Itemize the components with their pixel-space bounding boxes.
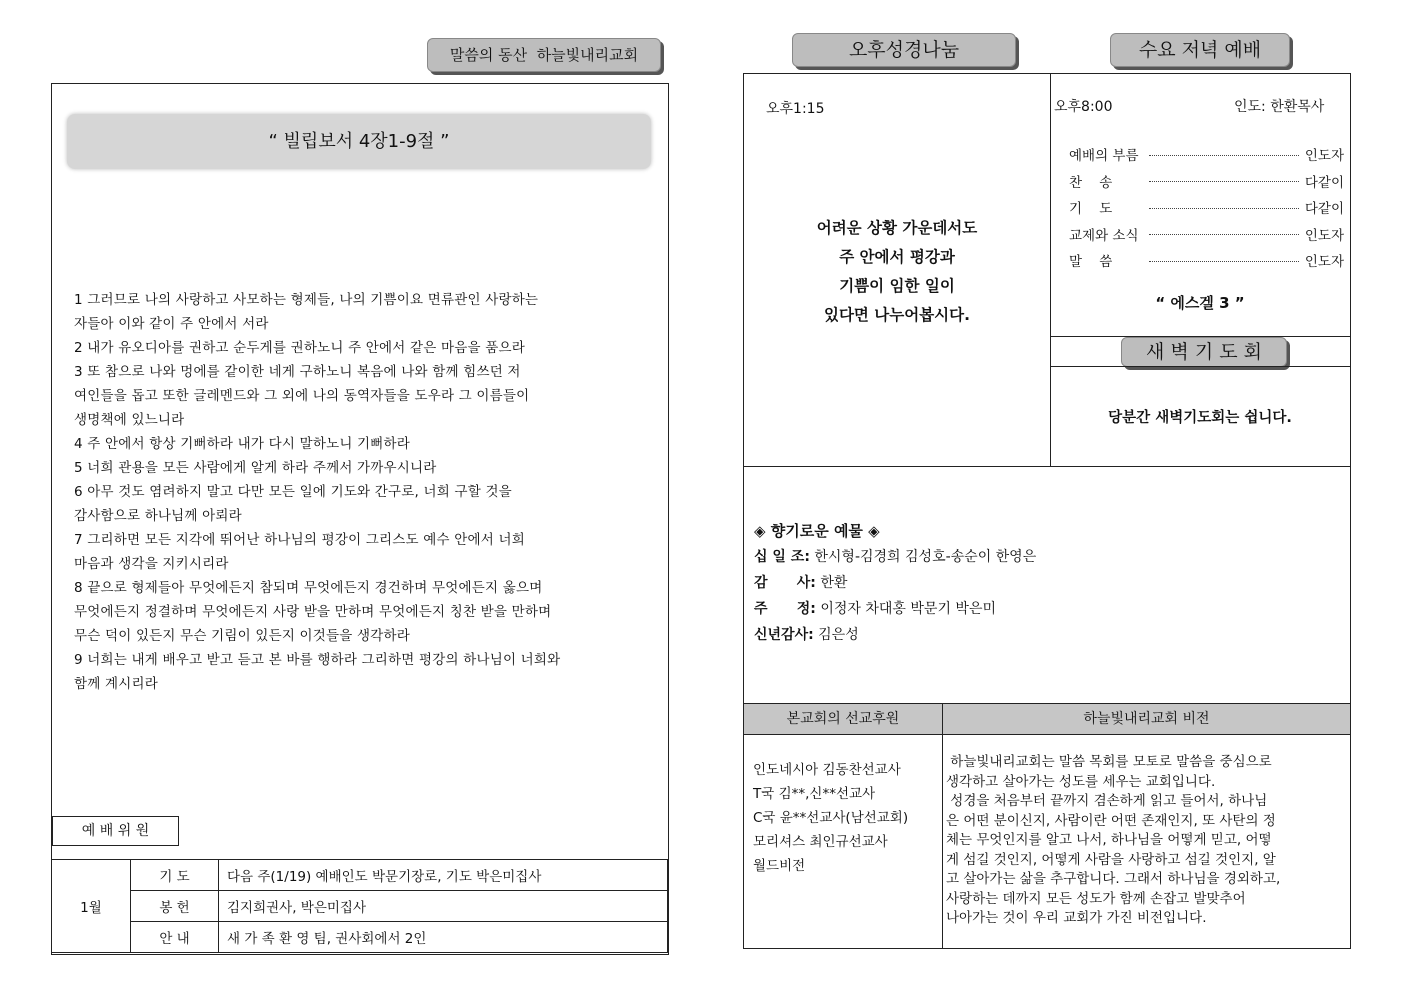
- verse-line: 9 너희는 내게 배우고 받고 듣고 본 바를 행하라 그리하면 평강의 하나님이 너희와: [74, 652, 561, 668]
- offering-line: [754, 546, 1036, 572]
- verse-line: 생명책에 있느니라: [74, 412, 185, 428]
- vision-line: 은 어떤 분이신지, 사람이란 어떤 존재인지, 또 사탄의 정: [946, 812, 1276, 829]
- section-divider: [744, 466, 1350, 467]
- list-item: 인도네시아 김동찬선교사: [753, 762, 901, 778]
- table-row: [52, 891, 668, 922]
- verse-line: 8 끝으로 형제들아 무엇에든지 참되며 무엇에든지 경건하며 무엇에든지 옳으며: [74, 580, 543, 596]
- order-row: [1069, 168, 1344, 195]
- order-row: [1069, 247, 1344, 274]
- verse-line: 3 또 참으로 나와 멍에를 같이한 네게 구하노니 복음에 나와 함께 힘쓰던 저: [74, 364, 521, 380]
- verse-line: 무엇에든지 정결하며 무엇에든지 사랑 받을 만하며 무엇에든지 칭찬 받을 만하며: [74, 604, 552, 620]
- vision-line: 고 살아가는 삶을 추구합니다. 그래서 하나님을 경외하고,: [946, 871, 1281, 887]
- list-item: C국 윤**선교사(남선교회): [753, 810, 909, 826]
- verse-line: 2 내가 유오디아를 권하고 순두게를 권하노니 주 안에서 같은 마음을 품으라: [74, 340, 525, 356]
- vision-line: 게 섬길 것인지, 어떻게 사람을 사랑하고 섬길 것인지, 알: [946, 851, 1276, 868]
- verse-line: 4 주 안에서 항상 기뻐하라 내가 다시 말하노니 기뻐하라: [74, 436, 411, 452]
- offering-label: 주 정:: [754, 601, 816, 617]
- dawn-notice: 당분간 새벽기도회는 쉽니다.: [1108, 410, 1292, 426]
- offering-names: 이정자 차대홍 박문기 박은미: [815, 601, 996, 617]
- dawn-title-tag: 새 벽 기 도 회: [1121, 337, 1287, 367]
- order-item: 교제와 소식: [1069, 227, 1139, 244]
- duty-label: 예 배 위 원: [52, 816, 179, 846]
- message-line: 어려운 상황 가운데서도: [816, 219, 978, 237]
- scripture-title-bar: “ 빌립보서 4장1-9절 ”: [67, 114, 651, 169]
- vision-line: 나아가는 것이 우리 교회가 가진 비전입니다.: [946, 910, 1207, 926]
- scripture-panel: [51, 83, 669, 955]
- afternoon-time: 오후1:15: [766, 101, 825, 117]
- right-page-frame: [743, 73, 1351, 949]
- order-item: 찬 송: [1069, 174, 1113, 191]
- order-by: 인도자: [1304, 227, 1344, 244]
- order-item: 기 도: [1069, 201, 1113, 218]
- offering-heading: ◈ 향기로운 예물 ◈: [754, 522, 880, 540]
- list-item: T국 김**,신**선교사: [753, 786, 876, 802]
- list-item: 모리셔스 최인규선교사: [753, 834, 888, 850]
- vision-line: 하늘빛내리교회는 말씀 목회를 모토로 말씀을 중심으로: [946, 754, 1272, 770]
- offering-names: 김은성: [813, 627, 859, 643]
- dot-leader: [1149, 181, 1299, 182]
- vision-text: [946, 753, 1346, 929]
- order-by: 인도자: [1304, 254, 1344, 271]
- table-col-divider: [942, 704, 943, 949]
- order-row: [1069, 194, 1344, 221]
- duty-table: [51, 859, 668, 953]
- duty-detail: 다음 주(1/19) 예배인도 박문기장로, 기도 박은미집사: [219, 860, 668, 891]
- verse-line: 7 그리하면 모든 지각에 뛰어난 하나님의 평강이 그리스도 예수 안에서 너희: [74, 532, 525, 548]
- offering-line: [754, 598, 1036, 624]
- scripture-verses: [74, 288, 664, 696]
- offering-label: 감 사:: [754, 575, 816, 591]
- dot-leader: [1149, 208, 1299, 209]
- message-line: 기쁨이 임한 일이: [839, 277, 955, 295]
- offering-line: [754, 624, 1036, 650]
- offering-names: 한시형-김경희 김성호-송순이 한영은: [809, 549, 1037, 565]
- duty-role: 안 내: [131, 922, 219, 953]
- table-row: [52, 922, 668, 953]
- church-header-tag: 말씀의 동산 하늘빛내리교회: [427, 38, 661, 72]
- worship-order: [1069, 141, 1344, 274]
- duty-month: 1월: [52, 860, 131, 953]
- mission-list: [753, 758, 908, 878]
- verse-line: 감사함으로 하나님께 아뢰라: [74, 508, 242, 524]
- vision-header: 하늘빛내리교회 비전: [943, 704, 1350, 735]
- order-by: 다같이: [1304, 201, 1344, 218]
- verse-line: 여인들을 돕고 또한 글레멘드와 그 외에 나의 동역자들을 도우라 그 이름들이: [74, 388, 530, 404]
- mission-header: 본교회의 선교후원: [744, 704, 942, 735]
- vision-line: 사랑하는 데까지 모든 성도가 함께 손잡고 발맞추어: [946, 890, 1246, 907]
- dot-leader: [1149, 234, 1299, 235]
- verse-line: 자들아 이와 같이 주 안에서 서라: [74, 316, 269, 332]
- message-line: 주 안에서 평강과: [839, 248, 955, 266]
- order-item: 말 씀: [1069, 254, 1113, 271]
- duty-detail: 김지희권사, 박은미집사: [219, 891, 668, 922]
- verse-line: 마음과 생각을 지키시리라: [74, 556, 229, 572]
- verse-line: 5 너희 관용을 모든 사람에게 알게 하라 주께서 가까우시니라: [74, 460, 437, 476]
- verse-line: 함께 계시리라: [74, 676, 158, 692]
- order-item: 예배의 부름: [1069, 148, 1139, 165]
- afternoon-title-tag: 오후성경나눔: [792, 33, 1016, 67]
- verse-line: 1 그러므로 나의 사랑하고 사모하는 형제들, 나의 기쁨이요 면류관인 사랑하는: [74, 292, 539, 308]
- duty-role: 봉 헌: [131, 891, 219, 922]
- afternoon-message: [744, 214, 1050, 330]
- offering-names: 한환: [815, 575, 848, 591]
- duty-detail: 새 가 족 환 영 팀, 권사회에서 2인: [219, 922, 668, 953]
- list-item: 월드비전: [753, 858, 806, 874]
- vision-line: 생각하고 살아가는 성도를 세우는 교회입니다.: [946, 773, 1216, 790]
- vision-line: 성경을 처음부터 끝까지 겸손하게 읽고 들어서, 하나님: [946, 793, 1268, 809]
- duty-role: 기 도: [131, 860, 219, 891]
- vision-line: 체는 무엇인지를 알고 나서, 하나님을 어떻게 믿고, 어떻: [946, 832, 1272, 848]
- order-row: [1069, 221, 1344, 248]
- verse-line: 무슨 덕이 있든지 무슨 기림이 있든지 이것들을 생각하라: [74, 628, 410, 644]
- offering-label: 신년감사:: [754, 627, 814, 643]
- offering-line: [754, 572, 1036, 598]
- verse-line: 6 아무 것도 염려하지 말고 다만 모든 일에 기도와 간구로, 너희 구할 것을: [74, 484, 512, 500]
- dot-leader: [1149, 155, 1299, 156]
- dot-leader: [1149, 261, 1299, 262]
- table-row: [52, 860, 668, 891]
- offering-section: [754, 520, 1036, 650]
- wednesday-time: 오후8:00: [1054, 99, 1113, 115]
- wednesday-title-tag: 수요 저녁 예배: [1110, 33, 1290, 67]
- offering-label: 십 일 조:: [754, 549, 810, 565]
- mission-vision-table: [744, 703, 1350, 949]
- order-row: [1069, 141, 1344, 168]
- order-by: 인도자: [1304, 148, 1344, 165]
- dawn-divider-bottom: [1050, 366, 1350, 367]
- order-by: 다같이: [1304, 174, 1344, 191]
- sermon-title: “ 에스겔 3 ”: [1155, 294, 1245, 312]
- message-line: 있다면 나누어봅시다.: [823, 306, 971, 324]
- wednesday-leader: 인도: 한환목사: [1234, 99, 1325, 115]
